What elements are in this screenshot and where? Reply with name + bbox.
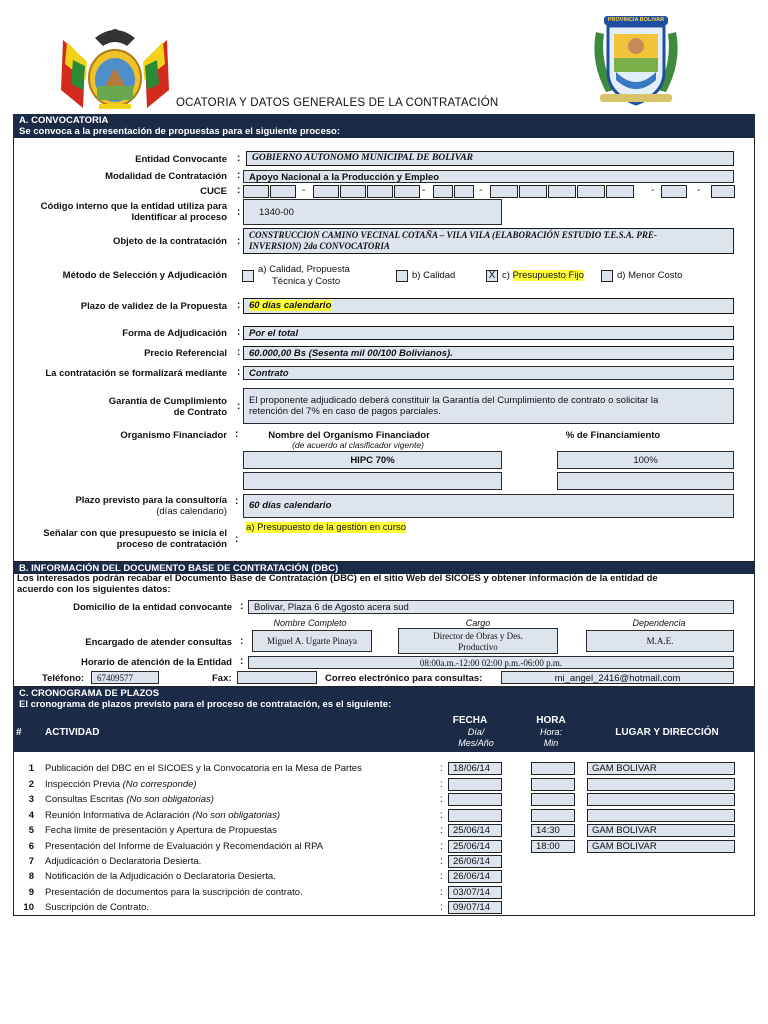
row-fecha[interactable]: 18/06/14	[448, 762, 502, 775]
cuce-cell[interactable]	[490, 185, 518, 198]
cuce-cell[interactable]	[270, 185, 296, 198]
row-hora[interactable]: 18:00	[531, 840, 575, 853]
row-fecha[interactable]: 03/07/14	[448, 886, 502, 899]
colon: :	[235, 534, 239, 545]
activity-note: (No son obligatorias)	[126, 794, 214, 805]
colon: :	[240, 636, 244, 647]
row-number: 3	[28, 794, 34, 805]
precio-field[interactable]: 60.000,00 Bs (Sesenta mil 00/100 Bolivianos).	[243, 346, 734, 360]
row-number: 6	[28, 841, 34, 852]
row-number: 9	[28, 887, 34, 898]
col-header-hora-sub-1: Hora:	[539, 727, 562, 737]
row-activity	[45, 794, 214, 805]
cuce-cell[interactable]	[454, 185, 474, 198]
forma-field[interactable]: Por el total	[243, 326, 734, 340]
section-c-title: C. CRONOGRAMA DE PLAZOS	[19, 688, 160, 699]
activity-note: (No corresponde)	[122, 779, 197, 790]
objeto-field[interactable]	[243, 228, 734, 254]
activity-text: Consultas Escritas	[45, 794, 127, 805]
colon: :	[235, 496, 239, 507]
cuce-cell[interactable]	[606, 185, 634, 198]
section-a-title: A. CONVOCATORIA	[19, 115, 109, 126]
row-fecha[interactable]: 25/06/14	[448, 840, 502, 853]
metodo-option-b-checkbox[interactable]	[396, 270, 408, 282]
header-cargo: Cargo	[465, 618, 491, 628]
row-number: 1	[28, 763, 34, 774]
horario-label: Horario de atención de la Entidad	[81, 657, 232, 668]
col-header-fecha: FECHA	[452, 715, 488, 726]
correo-field[interactable]: mi_angel_2416@hotmail.com	[501, 671, 734, 684]
row-number: 10	[23, 902, 34, 913]
row-fecha[interactable]	[448, 809, 502, 822]
presupuesto-value: a) Presupuesto de la gestión en curso	[246, 522, 407, 533]
objeto-line-1: CONSTRUCCION CAMINO VECINAL COTAÑA – VILA VILA (ELABORACIÓN ESTUDIO T.E.S.A. PRE-	[249, 230, 657, 240]
section-c-subtitle: El cronograma de plazos previsto para el proceso de contratación, es el siguiente:	[19, 699, 392, 710]
logo-banner-text: PROVINCIA BOLIVAR	[604, 16, 668, 25]
section-b-text-line-1: Los interesados podrán recabar el Documento Base de Contratación (DBC) en el sitio Web del SICOES y obtener información de la entidad de	[17, 573, 658, 584]
schedule-table-header	[13, 713, 755, 752]
entidad-label: Entidad Convocante	[135, 154, 227, 165]
metodo-option-b-label: b) Calidad	[412, 270, 456, 281]
colon: :	[237, 207, 241, 218]
colon: :	[237, 170, 241, 181]
colon: :	[440, 810, 443, 821]
cuce-cell[interactable]	[313, 185, 339, 198]
plazo-consultoria-label-2: (días calendario)	[156, 506, 227, 517]
row-hora[interactable]	[531, 762, 575, 775]
correo-label: Correo electrónico para consultas:	[325, 673, 483, 684]
section-b-text-line-2: acuerdo con los siguientes datos:	[17, 584, 171, 595]
col-header-hora-sub-2: Min	[543, 738, 559, 748]
formaliza-label: La contratación se formalizará mediante	[45, 368, 227, 379]
cuce-cell[interactable]	[367, 185, 393, 198]
row-fecha[interactable]	[448, 793, 502, 806]
row-activity	[45, 902, 149, 913]
precio-label: Precio Referencial	[144, 348, 227, 359]
organismo-name-field-2[interactable]	[243, 472, 502, 490]
organismo-col1-header: Nombre del Organismo Financiador	[268, 430, 430, 441]
colon: :	[440, 763, 443, 774]
activity-text: Presentación de documentos para la suscripción de contrato.	[45, 887, 303, 898]
colon: :	[237, 153, 241, 164]
row-fecha[interactable]	[448, 778, 502, 791]
row-number: 7	[28, 856, 34, 867]
modalidad-label: Modalidad de Contratación	[105, 171, 227, 182]
objeto-line-2: INVERSION) 2da CONVOCATORIA	[249, 241, 390, 251]
section-b-title: B. INFORMACIÓN DEL DOCUMENTO BASE DE CONTRATACIÓN (DBC)	[19, 563, 339, 574]
modalidad-field[interactable]: Apoyo Nacional a la Producción y Empleo	[243, 170, 734, 183]
garantia-label-1: Garantía de Cumplimiento	[108, 396, 227, 407]
row-lugar[interactable]	[587, 793, 735, 806]
colon: :	[240, 601, 244, 612]
header-dependencia: Dependencia	[632, 618, 686, 628]
activity-text: Adjudicación o Declaratoria Desierta.	[45, 856, 202, 867]
colon: :	[237, 300, 241, 311]
garantia-line-2: retención del 7% en caso de pagos parciales.	[249, 406, 441, 417]
colon: :	[440, 856, 443, 867]
telefono-label: Teléfono:	[42, 673, 85, 684]
cuce-dash: -	[422, 185, 426, 196]
metodo-label: Método de Selección y Adjudicación	[62, 270, 227, 281]
colon: :	[440, 779, 443, 790]
horario-field[interactable]: 08:00a.m.-12:00 02:00 p.m.-06:00 p.m.	[248, 656, 734, 669]
col-header-fecha-sub-1: Día/	[467, 727, 485, 737]
row-hora[interactable]: 14:30	[531, 824, 575, 837]
row-lugar[interactable]	[587, 778, 735, 791]
organismo-name-field[interactable]: HIPC 70%	[243, 451, 502, 469]
cargo-line-1: Director de Obras y Des.	[433, 631, 523, 641]
col-header-hora: HORA	[536, 715, 566, 726]
fax-label: Fax:	[212, 673, 232, 684]
row-activity	[45, 810, 280, 821]
row-number: 8	[28, 871, 34, 882]
row-hora[interactable]	[531, 778, 575, 791]
metodo-option-a-label-1: a) Calidad, Propuesta	[258, 264, 350, 275]
cuce-cell[interactable]	[661, 185, 687, 198]
activity-text: Notificación de la Adjudicación o Declaratoria Desierta.	[45, 871, 276, 882]
activity-note: (No son obligatorias)	[192, 810, 280, 821]
metodo-option-d-label: d) Menor Costo	[617, 270, 683, 281]
activity-text: Presentación del Informe de Evaluación y Recomendación al RPA	[45, 841, 324, 852]
activity-text: Suscripción de Contrato.	[45, 902, 150, 913]
activity-text: Reunión Informativa de Aclaración	[45, 810, 193, 821]
activity-text: Fecha límite de presentación y Apertura de Propuestas	[45, 825, 277, 836]
provincia-bolivar-shield-logo	[586, 12, 686, 108]
colon: :	[440, 871, 443, 882]
row-activity	[45, 763, 362, 774]
organismo-pct-field-2[interactable]	[557, 472, 734, 490]
cuce-cell[interactable]	[548, 185, 576, 198]
colon: :	[237, 401, 241, 412]
codigo-label-2: Identificar al proceso	[131, 212, 227, 223]
domicilio-label: Domicilio de la entidad convocante	[73, 602, 232, 613]
metodo-option-c-label	[502, 270, 584, 281]
row-number: 4	[28, 810, 34, 821]
colon: :	[237, 236, 241, 247]
plazo-validez-label: Plazo de validez de la Propuesta	[80, 301, 227, 312]
encargado-label: Encargado de atender consultas	[85, 637, 232, 648]
cuce-cell[interactable]	[243, 185, 269, 198]
plazo-consultoria-field[interactable]: 60 días calendario	[243, 494, 734, 518]
activity-text: Inspección Previa	[45, 779, 123, 790]
organismo-col2-header: % de Financiamiento	[565, 430, 661, 441]
cuce-cell[interactable]	[340, 185, 366, 198]
section-a-header	[13, 114, 755, 138]
row-activity	[45, 779, 197, 790]
row-fecha[interactable]: 26/06/14	[448, 855, 502, 868]
formaliza-field[interactable]: Contrato	[243, 366, 734, 380]
section-a-subtitle: Se convoca a la presentación de propuestas para el siguiente proceso:	[19, 126, 340, 137]
row-number: 2	[28, 779, 34, 790]
garantia-field[interactable]	[243, 388, 734, 424]
colon: :	[440, 825, 443, 836]
section-c-header	[13, 687, 755, 713]
colon: :	[440, 841, 443, 852]
metodo-option-c-prefix: c)	[502, 270, 513, 281]
plazo-validez-field[interactable]	[243, 298, 734, 314]
colon: :	[440, 794, 443, 805]
plazo-consultoria-label-1: Plazo previsto para la consultoría	[75, 495, 227, 506]
codigo-label-1: Código interno que la entidad utiliza para	[40, 201, 227, 212]
forma-label: Forma de Adjudicación	[122, 328, 227, 339]
encargado-dependencia-field[interactable]: M.A.E.	[586, 630, 734, 652]
row-hora[interactable]	[531, 793, 575, 806]
colon: :	[237, 327, 241, 338]
cuce-cell[interactable]	[577, 185, 605, 198]
colon: :	[235, 429, 239, 440]
row-lugar[interactable]: GAM BOLIVAR	[587, 824, 735, 837]
colon: :	[240, 656, 244, 667]
cuce-cell[interactable]	[711, 185, 735, 198]
colon: :	[237, 347, 241, 358]
objeto-label: Objeto de la contratación	[112, 236, 227, 247]
row-activity	[45, 856, 201, 867]
colon: :	[440, 887, 443, 898]
metodo-option-a-label-2: Técnica y Costo	[272, 276, 341, 287]
metodo-option-c-checkbox[interactable]: X	[486, 270, 498, 282]
bolivia-coat-of-arms-logo	[55, 20, 175, 112]
cuce-cell[interactable]	[519, 185, 547, 198]
row-lugar[interactable]: GAM BOLIVAR	[587, 840, 735, 853]
cuce-dash: -	[697, 185, 701, 196]
codigo-field[interactable]: 1340-00	[243, 199, 502, 225]
plazo-validez-value: 60 días calendario	[249, 300, 332, 311]
organismo-label: Organismo Financiador	[120, 430, 227, 441]
encargado-nombre-field[interactable]: Miguel A. Ugarte Pinaya	[252, 630, 372, 652]
row-activity	[45, 841, 323, 852]
cuce-dash: -	[651, 185, 655, 196]
presupuesto-label-1: Señalar con que presupuesto se inicia el	[43, 528, 227, 539]
metodo-option-c-text: Presupuesto Fijo	[512, 270, 584, 281]
encargado-cargo-field[interactable]	[398, 628, 558, 654]
cuce-dash: -	[479, 185, 483, 196]
domicilio-field[interactable]: Bolivar, Plaza 6 de Agosto acera sud	[248, 600, 734, 614]
cuce-cell[interactable]	[394, 185, 420, 198]
metodo-option-d-checkbox[interactable]	[601, 270, 613, 282]
row-fecha[interactable]: 26/06/14	[448, 870, 502, 883]
organismo-col1-subheader: (de acuerdo al clasificador vigente)	[292, 440, 424, 450]
organismo-pct-field[interactable]: 100%	[557, 451, 734, 469]
presupuesto-label-2: proceso de contratación	[116, 539, 227, 550]
row-fecha[interactable]: 09/07/14	[448, 901, 502, 914]
row-number: 5	[28, 825, 34, 836]
header-nombre: Nombre Completo	[273, 618, 347, 628]
colon: :	[237, 367, 241, 378]
cuce-label: CUCE	[200, 186, 227, 197]
row-activity	[45, 871, 276, 882]
activity-text: Publicación del DBC en el SICOES y la Convocatoria en la Mesa de Partes	[45, 763, 362, 774]
row-activity	[45, 825, 277, 836]
col-header-num: #	[16, 727, 22, 738]
row-activity	[45, 887, 303, 898]
cuce-dash: -	[302, 185, 306, 196]
cuce-field[interactable]	[243, 185, 735, 199]
row-lugar[interactable]: GAM BOLIVAR	[587, 762, 735, 775]
metodo-option-a-checkbox[interactable]	[242, 270, 254, 282]
col-header-actividad: ACTIVIDAD	[45, 727, 100, 738]
row-hora[interactable]	[531, 809, 575, 822]
garantia-line-1: El proponente adjudicado deberá constituir la Garantía del Cumplimiento de contrato o solicitar la	[249, 395, 659, 406]
row-lugar[interactable]	[587, 809, 735, 822]
row-fecha[interactable]: 25/06/14	[448, 824, 502, 837]
cargo-line-2: Productivo	[458, 642, 498, 652]
cuce-cell[interactable]	[433, 185, 453, 198]
section-b-text	[17, 573, 751, 595]
colon: :	[440, 902, 443, 913]
telefono-field[interactable]: 67409577	[91, 671, 159, 684]
colon: :	[237, 185, 241, 196]
fax-field[interactable]	[237, 671, 317, 684]
garantia-label-2: de Contrato	[173, 407, 227, 418]
presupuesto-field[interactable]	[246, 522, 406, 533]
entidad-field[interactable]: GOBIERNO AUTONOMO MUNICIPAL DE BOLIVAR	[246, 151, 734, 166]
col-header-fecha-sub-2: Mes/Año	[458, 738, 494, 748]
col-header-lugar: LUGAR Y DIRECCIÓN	[615, 727, 719, 738]
page-title: OCATORIA Y DATOS GENERALES DE LA CONTRATACIÓN	[176, 97, 499, 109]
